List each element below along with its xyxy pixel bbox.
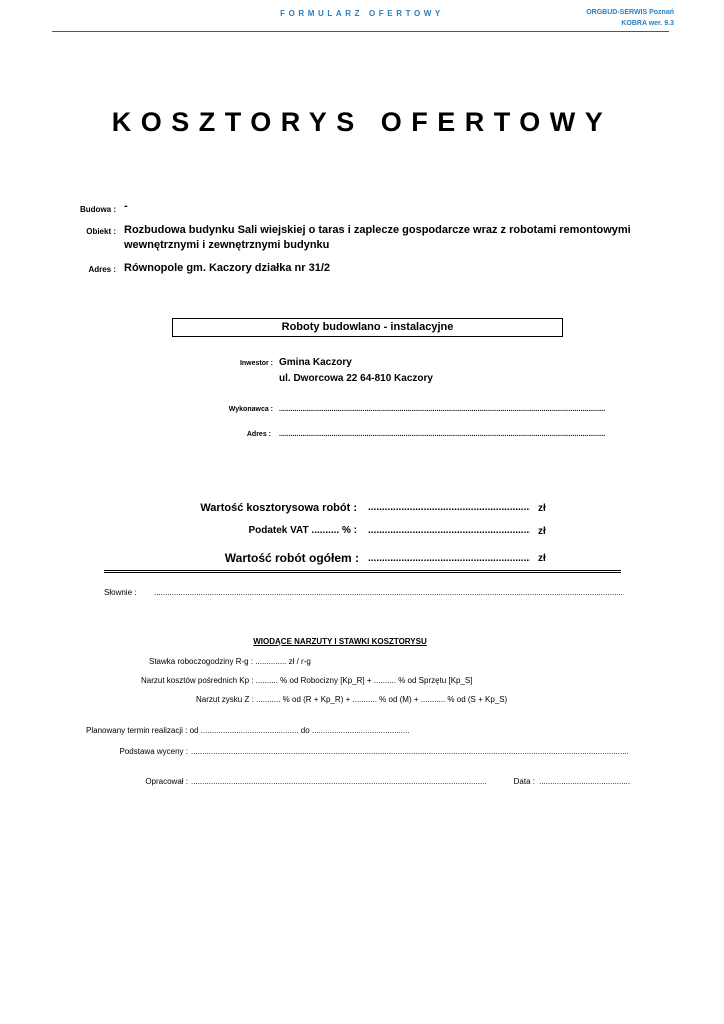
budowa-value: - <box>124 200 128 212</box>
currency-2: zł <box>538 526 546 537</box>
inwestor-label: Inwestor : <box>239 360 273 367</box>
wartosc-ogolem-label: Wartość robót ogółem : <box>224 551 359 565</box>
software-version: KOBRA wer. 9.3 <box>621 20 674 27</box>
document-title: KOSZTORYS OFERTOWY <box>111 107 613 137</box>
adres-label: Adres : <box>88 265 116 274</box>
narzut-z-row: Narzut zysku Z : ........... % od (R + Kp_R) + ........... % od (M) + ........... % od (S + Kp_S) <box>196 695 508 704</box>
company-name: ORGBUD-SERWIS Poznań <box>586 9 674 16</box>
wykonawca-adres-label: Adres : <box>246 431 271 438</box>
adres-value: Równopole gm. Kaczory działka nr 31/2 <box>124 262 330 274</box>
form-name: FORMULARZ OFERTOWY <box>280 9 444 18</box>
double-divider <box>104 570 621 573</box>
budowa-label: Budowa : <box>80 205 116 214</box>
inwestor-address: ul. Dworcowa 22 64-810 Kaczory <box>279 373 433 384</box>
wykonawca-field <box>279 406 605 413</box>
termin-realizacji-row: Planowany termin realizacji : od ............................................ do ............................................ <box>86 726 410 735</box>
currency-3: zł <box>538 553 546 564</box>
obiekt-line-2: wewnętrznymi i zewnętrznymi budynku <box>124 239 330 251</box>
opracowal-field <box>191 777 487 786</box>
podatek-vat-field <box>368 525 530 536</box>
narzut-kp-row: Narzut kosztów pośrednich Kp : .......... % od Robocizny [Kp_R] + .......... % od Sprzętu [Kp_S] <box>141 676 473 685</box>
podstawa-wyceny-label: Podstawa wyceny : <box>119 747 188 756</box>
wykonawca-adres-field <box>279 431 605 438</box>
wartosc-ogolem-field <box>368 553 530 564</box>
header-divider <box>52 31 669 32</box>
stawka-rg-row: Stawka roboczogodziny R-g : .............. zł / r-g <box>149 657 311 666</box>
slownie-field <box>154 588 624 597</box>
currency-1: zł <box>538 503 546 514</box>
wykonawca-label: Wykonawca : <box>228 406 273 413</box>
obiekt-label: Obiekt : <box>86 227 116 236</box>
rates-heading: WIODĄCE NARZUTY I STAWKI KOSZTORYSU <box>253 637 427 646</box>
data-label: Data : <box>513 777 535 786</box>
podstawa-wyceny-field <box>191 747 629 756</box>
wartosc-kosztorysowa-label: Wartość kosztorysowa robót : <box>200 502 357 514</box>
inwestor-name: Gmina Kaczory <box>279 357 352 368</box>
opracowal-label: Opracował : <box>145 777 188 786</box>
work-type-box: Roboty budowlano - instalacyjne <box>172 318 563 337</box>
podatek-vat-label: Podatek VAT .......... % : <box>248 525 357 536</box>
obiekt-line-1: Rozbudowa budynku Sali wiejskiej o taras i zaplecze gospodarcze wraz z robotami remontowymi <box>124 224 631 236</box>
data-field <box>539 777 631 786</box>
wartosc-kosztorysowa-field <box>368 502 530 513</box>
slownie-label: Słownie : <box>104 588 137 597</box>
